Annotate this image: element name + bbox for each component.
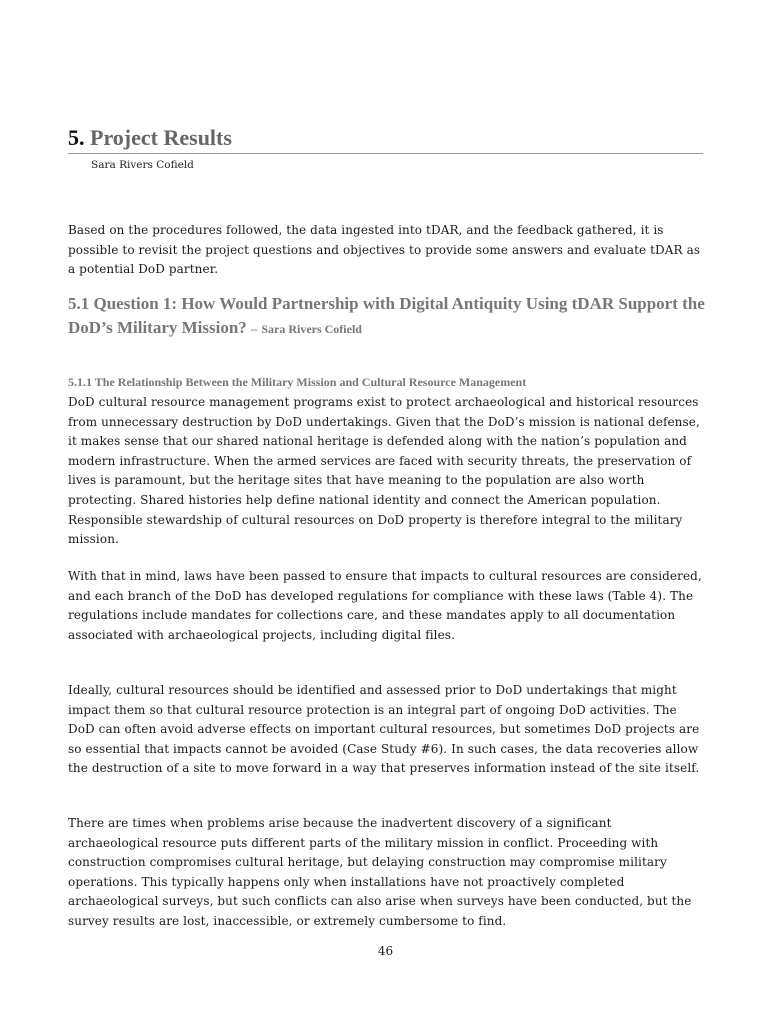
intro-paragraph: Based on the procedures followed, the data ingested into tDAR, and the feedback gathered, it is possible to revisit the project questions and objectives to provide some answers and evaluate tDAR as a potential DoD partner. [68,223,701,277]
body-paragraph: With that in mind, laws have been passed to ensure that impacts to cultural resources are considered, and each branch of the DoD has developed regulations for compliance with these laws (Table 4). The regulations include mandates for collections care, and these mandates apply to all documentation associated with archaeological projects, including digital files. [68,569,702,642]
document-page [68,0,703,1024]
body-paragraph: DoD cultural resource management programs exist to protect archaeological and historical resources from unnecessary destruction by DoD undertakings. Given that the DoD’s mission is national defense, it makes sense that our shared national heritage is defended along with the nation’s population and modern infrastructure. When the armed services are faced with security threats, the preservation of lives is paramount, but the heritage sites that have meaning to the population are also worth protecting. Shared histories help define national identity and connect the American population. Responsible stewardship of cultural resources on DoD property is therefore integral to the military mission. [68,395,700,547]
chapter-title-text: Project Results [90,125,232,150]
section-dash: – [251,322,258,336]
subsection-heading: 5.1.1 The Relationship Between the Military Mission and Cultural Resource Management [68,375,527,389]
section-author: Sara Rivers Cofield [261,322,362,336]
body-paragraph: There are times when problems arise because the inadvertent discovery of a significant archaeological resource puts different parts of the military mission in conflict. Proceeding with construction compromises cultural heritage, but delaying construction may compromise military operations. This typically happens only when installations have not proactively completed archaeological surveys, but such conflicts can also arise when surveys have been conducted, but the survey results are lost, inaccessible, or extremely cumbersome to find. [68,816,692,928]
chapter-number: 5. [68,125,85,150]
chapter-author: Sara Rivers Cofield [91,159,194,171]
page-number: 46 [377,944,394,958]
section-title: 5.1 Question 1: How Would Partnership with Digital Antiquity Using tDAR Support the DoD’s Military Mission? [68,294,705,337]
body-paragraph: Ideally, cultural resources should be identified and assessed prior to DoD undertakings that might impact them so that cultural resource protection is an integral part of ongoing DoD activities. The DoD can often avoid adverse effects on important cultural resources, but sometimes DoD projects are so essential that impacts cannot be avoided (Case Study #6). In such cases, the data recoveries allow the destruction of a site to move forward in a way that preserves information instead of the site itself. [68,683,700,776]
chapter-title [68,124,703,154]
section-heading [68,292,708,341]
